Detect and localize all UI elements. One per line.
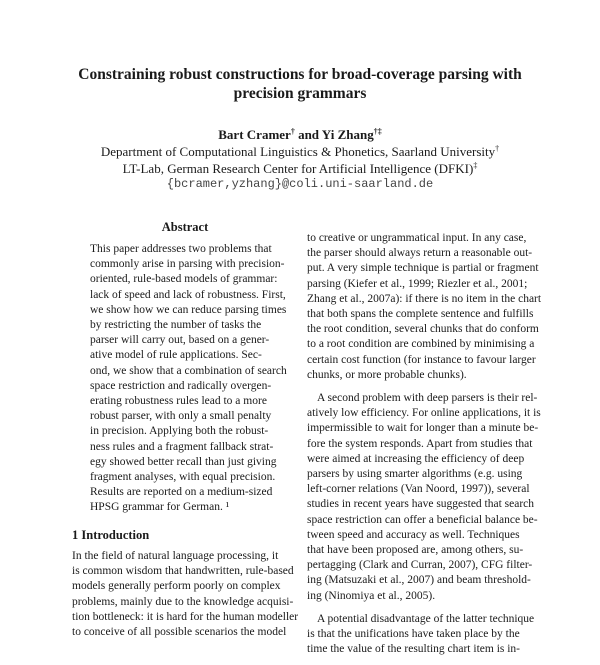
author-mark-a: † bbox=[290, 127, 295, 136]
text-line: parsers by using smarter algorithms (e.g. using bbox=[307, 468, 523, 481]
paragraph-3 bbox=[307, 612, 535, 658]
text-line: ness rules and a fragment fallback strat- bbox=[90, 440, 274, 453]
text-line: the root condition, several chunks that do conform bbox=[307, 323, 539, 336]
paragraph-1 bbox=[307, 231, 542, 383]
author-names bbox=[40, 126, 560, 143]
text-line: parser will carry out, based on a gener- bbox=[90, 334, 270, 347]
text-line: to creative or ungrammatical input. In any case, bbox=[307, 232, 527, 244]
text-line: studies in recent years have suggested that search bbox=[307, 498, 535, 511]
text-line: certain cost function (for instance to favour larger bbox=[307, 353, 536, 366]
text-line: to a root condition are combined by minimising a bbox=[307, 338, 535, 351]
author-name-a: Bart Cramer bbox=[218, 127, 291, 142]
text-line: models generally perform poorly on complex bbox=[72, 580, 281, 593]
text-line: erating robustness rules lead to a more bbox=[90, 395, 267, 408]
text-line: tion bottleneck: it is hard for the human modeller bbox=[72, 610, 299, 623]
text-line: tween speed and accuracy as well. Techniques bbox=[307, 528, 520, 541]
text-line: ing (Matsuzaki et al., 2007) and beam threshold- bbox=[307, 574, 531, 587]
text-line: impermissible to wait for longer than a minute be- bbox=[307, 422, 539, 435]
affiliation-2-mark: ‡ bbox=[473, 161, 478, 170]
text-line: the parser should always return a reasonable out- bbox=[307, 247, 533, 260]
affiliation-2-text: LT-Lab, German Research Center for Artificial Intelligence (DFKI) bbox=[122, 161, 474, 176]
text-line: This paper addresses two problems that bbox=[90, 243, 272, 255]
text-line: HPSG grammar for German. ¹ bbox=[90, 501, 230, 514]
paper-title-line1: Constraining robust constructions for broad-coverage parsing with bbox=[78, 66, 522, 83]
text-line: space restriction and radically overgen- bbox=[90, 379, 272, 392]
text-line: chunks, or more probable chunks). bbox=[307, 368, 467, 381]
text-line: parsing (Kiefer et al., 1999; Riezler et al., 2001; bbox=[307, 277, 528, 290]
abstract-heading: Abstract bbox=[161, 220, 209, 234]
author-email: {bcramer,yzhang}@coli.uni-saarland.de bbox=[166, 177, 434, 191]
affiliation-2 bbox=[40, 160, 560, 177]
text-line: oriented, rule-based models of grammar: bbox=[90, 273, 278, 286]
text-line: to conceive of all possible scenarios the model bbox=[72, 626, 287, 639]
text-line: space restriction can offer a beneficial balance be- bbox=[307, 513, 538, 526]
text-line: by restricting the number of tasks the bbox=[90, 319, 262, 332]
author-name-b: and Yi Zhang bbox=[294, 127, 374, 142]
text-line: commonly arise in parsing with precision- bbox=[90, 258, 285, 271]
text-line: ative model of rule applications. Sec- bbox=[90, 349, 262, 362]
text-line: problems, mainly due to the knowledge acquisi- bbox=[72, 595, 294, 608]
text-line: ing (Ninomiya et al., 2005). bbox=[307, 589, 436, 602]
affiliation-1 bbox=[40, 143, 560, 160]
text-line: that both spans the complete sentence and fulfills bbox=[307, 308, 534, 321]
text-line: In the field of natural language processing, it bbox=[72, 550, 279, 562]
text-line: egy showed better recall than just giving bbox=[90, 455, 277, 468]
abstract-body bbox=[90, 242, 287, 516]
text-line: A potential disadvantage of the latter technique bbox=[317, 612, 535, 625]
text-line: robust parser, with only a small penalty bbox=[90, 410, 272, 423]
text-line: we show how we can reduce parsing times bbox=[90, 303, 287, 316]
text-line: time the value of the resulting chart item is in- bbox=[307, 643, 521, 656]
text-line: Zhang et al., 2007a): if there is no item in the chart bbox=[307, 292, 542, 305]
right-column bbox=[307, 231, 542, 665]
text-line: is common wisdom that handwritten, rule-based bbox=[72, 565, 294, 578]
text-line: ond, we show that a combination of search bbox=[90, 364, 287, 377]
text-line: fore the system responds. Apart from studies that bbox=[307, 437, 533, 450]
text-line: is that the unifications have taken place by the bbox=[307, 628, 520, 641]
introduction-body bbox=[72, 549, 299, 640]
text-line: A second problem with deep parsers is their rel- bbox=[317, 392, 538, 405]
section-heading-introduction: 1 Introduction bbox=[72, 528, 150, 542]
author-mark-b: †‡ bbox=[373, 127, 382, 136]
text-line: lack of speed and lack of robustness. First, bbox=[90, 288, 286, 301]
text-line: Results are reported on a medium-sized bbox=[90, 486, 273, 499]
paper-title-line2: precision grammars bbox=[233, 85, 367, 102]
text-line: in precision. Applying both the robust- bbox=[90, 425, 269, 438]
text-line: put. A very simple technique is partial or fragment bbox=[307, 262, 539, 275]
paragraph-2 bbox=[307, 391, 541, 604]
text-line: were aimed at increasing the efficiency of deep bbox=[307, 452, 525, 465]
affiliation-1-mark: † bbox=[495, 144, 500, 153]
affiliation-1-text: Department of Computational Linguistics & Phonetics, Saarland University bbox=[100, 144, 496, 159]
text-line: pertagging (Clark and Curran, 2007), CFG filter- bbox=[307, 559, 533, 572]
text-line: atively low efficiency. For online applications, it is bbox=[307, 407, 541, 420]
text-line: fragment analyses, with equal precision. bbox=[90, 471, 276, 484]
text-line: left-corner relations (Van Noord, 1997)), several bbox=[307, 483, 530, 496]
text-line: that have been proposed are, among others, su- bbox=[307, 544, 524, 557]
